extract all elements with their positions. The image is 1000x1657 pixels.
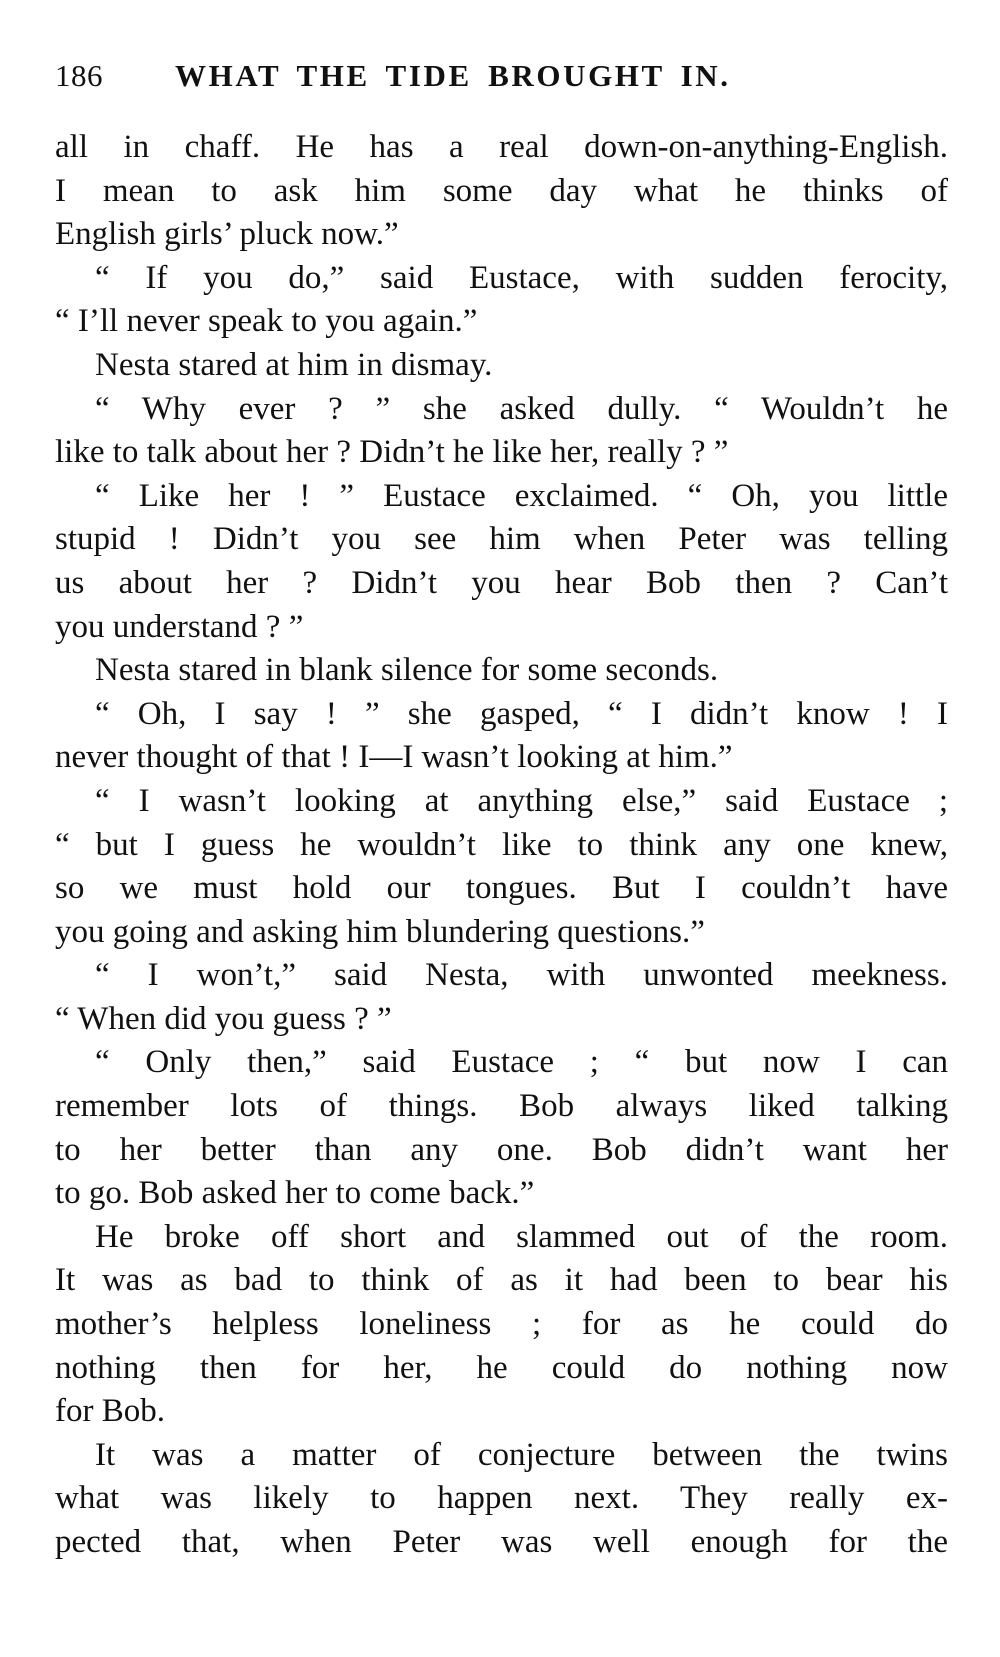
page-number: 186	[55, 58, 103, 93]
text-line: It was a matter of conjecture between the twins	[95, 1436, 948, 1473]
text-line: “ I wasn’t looking at anything else,” said Eustace ;	[95, 782, 948, 819]
text-line: us about her ? Didn’t you hear Bob then ? Can’t	[55, 564, 948, 601]
text-line: pected that, when Peter was well enough for the	[55, 1524, 948, 1560]
text-line: never thought of that ! I—I wasn’t looking at him.”	[55, 739, 733, 776]
text-line: nothing then for her, he could do nothing now	[55, 1349, 948, 1386]
text-line: “ I won’t,” said Nesta, with unwonted meekness.	[95, 957, 948, 994]
running-head	[55, 58, 948, 94]
text-line: remember lots of things. Bob always liked talking	[55, 1088, 948, 1125]
text-line: “ Oh, I say ! ” she gasped, “ I didn’t know ! I	[95, 695, 948, 732]
text-line: English girls’ pluck now.”	[55, 216, 399, 253]
text-line: stupid ! Didn’t you see him when Peter was telling	[55, 521, 948, 558]
text-line: “ When did you guess ? ”	[55, 1000, 392, 1037]
text-line: “ Like her ! ” Eustace exclaimed. “ Oh, you little	[95, 477, 948, 514]
text-line: you understand ? ”	[55, 608, 304, 645]
text-line: to go. Bob asked her to come back.”	[55, 1175, 535, 1212]
text-line: Nesta stared in blank silence for some seconds.	[95, 652, 719, 689]
text-line: I mean to ask him some day what he thinks of	[55, 172, 948, 209]
text-line: “ Only then,” said Eustace ; “ but now I can	[95, 1044, 948, 1081]
body-text	[55, 126, 948, 1565]
text-line: It was as bad to think of as it had been to bear his	[55, 1262, 948, 1299]
text-line: all in chaff. He has a real down-on-anything-English.	[55, 129, 948, 165]
text-line: “ but I guess he wouldn’t like to think any one knew,	[55, 826, 948, 863]
running-title: WHAT THE TIDE BROUGHT IN.	[175, 58, 731, 93]
text-line: for Bob.	[55, 1393, 165, 1430]
text-line: “ If you do,” said Eustace, with sudden ferocity,	[95, 259, 948, 296]
text-line: “ Why ever ? ” she asked dully. “ Wouldn’t he	[95, 390, 948, 427]
text-line: you going and asking him blundering questions.”	[55, 913, 705, 950]
text-line: mother’s helpless loneliness ; for as he could do	[55, 1306, 948, 1343]
text-line: like to talk about her ? Didn’t he like her, really ? ”	[55, 434, 729, 471]
text-line: He broke off short and slammed out of the room.	[95, 1218, 948, 1255]
text-line: Nesta stared at him in dismay.	[95, 346, 493, 383]
text-line: what was likely to happen next. They really ex-	[55, 1480, 948, 1517]
text-line: to her better than any one. Bob didn’t want her	[55, 1131, 948, 1168]
text-line: so we must hold our tongues. But I couldn’t have	[55, 870, 948, 907]
text-line: “ I’ll never speak to you again.”	[55, 303, 478, 340]
